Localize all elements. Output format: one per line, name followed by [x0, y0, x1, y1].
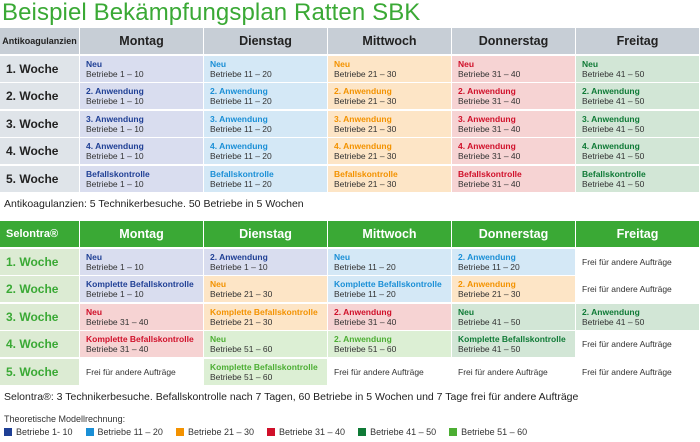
table-row — [0, 166, 700, 193]
schedule-cell — [80, 56, 204, 83]
task-label: Neu — [582, 58, 599, 69]
day-header-montag: Montag — [80, 28, 204, 55]
legend-label: Betriebe 31 – 40 — [279, 427, 346, 437]
betriebe-range: Betriebe 31 – 40 — [86, 344, 149, 354]
legend-swatch — [449, 428, 457, 436]
week-label: 4. Woche — [0, 331, 80, 358]
betriebe-range: Betriebe 1 – 10 — [210, 261, 268, 272]
table-row — [0, 249, 700, 276]
schedule-cell — [452, 249, 576, 276]
task-label: 4. Anwendung — [86, 141, 144, 151]
betriebe-range: Betriebe 1 – 10 — [86, 261, 144, 272]
schedule-cell — [576, 83, 700, 110]
betriebe-range: Betriebe 41 – 50 — [582, 178, 645, 189]
schedule-cell — [204, 304, 328, 331]
task-label: Befallskontrolle — [86, 168, 150, 179]
week-label: 1. Woche — [0, 249, 80, 276]
betriebe-range: Betriebe 21 – 30 — [458, 289, 521, 299]
schedule-cell — [80, 83, 204, 110]
betriebe-range: Betriebe 1 – 10 — [86, 289, 144, 299]
legend-swatch — [267, 428, 275, 436]
task-label: 2. Anwendung — [334, 86, 392, 96]
day-header-mittwoch: Mittwoch — [328, 28, 452, 55]
legend-swatch — [358, 428, 366, 436]
betriebe-range: Betriebe 31 – 40 — [458, 123, 521, 134]
corner-label: Antikoagulanzien — [0, 28, 80, 55]
task-label: Neu — [458, 58, 475, 69]
betriebe-range: Betriebe 21 – 30 — [334, 123, 397, 134]
betriebe-range: Betriebe 31 – 40 — [86, 316, 149, 327]
task-label: Neu — [334, 251, 351, 262]
task-label: 4. Anwendung — [458, 141, 516, 151]
header-row — [0, 221, 700, 248]
betriebe-range: Betriebe 21 – 30 — [334, 96, 397, 106]
schedule-cell: Frei für andere Aufträge — [80, 359, 204, 386]
legend-swatch — [176, 428, 184, 436]
schedule-cell — [328, 304, 452, 331]
betriebe-range: Betriebe 21 – 30 — [210, 316, 273, 327]
task-label: Neu — [86, 251, 103, 262]
legend-label: Betriebe 11 – 20 — [97, 427, 163, 437]
schedule-cell — [576, 304, 700, 331]
day-header-montag: Montag — [80, 221, 204, 248]
schedule-cell — [452, 166, 576, 193]
task-label: Neu — [210, 58, 227, 69]
table-row — [0, 304, 700, 331]
schedule-cell — [452, 276, 576, 303]
week-label: 2. Woche — [0, 83, 80, 110]
table-row — [0, 138, 700, 165]
day-header-dienstag: Dienstag — [204, 221, 328, 248]
task-label: Neu — [210, 334, 227, 344]
schedule-cell — [204, 56, 328, 83]
betriebe-range: Betriebe 11 – 20 — [210, 68, 272, 79]
betriebe-range: Betriebe 51 – 60 — [334, 344, 397, 354]
legend — [4, 426, 540, 438]
betriebe-range: Betriebe 11 – 20 — [210, 178, 272, 189]
schedule-cell — [452, 83, 576, 110]
schedule-cell — [80, 304, 204, 331]
task-label: 2. Anwendung — [458, 86, 516, 96]
schedule-cell — [576, 166, 700, 193]
schedule-cell — [328, 276, 452, 303]
schedule-cell — [204, 276, 328, 303]
schedule-cell: Frei für andere Aufträge — [576, 249, 700, 276]
legend-item — [176, 427, 254, 437]
task-label: 3. Anwendung — [86, 113, 144, 124]
task-label: Neu — [86, 306, 103, 317]
task-label: Befallskontrolle — [458, 168, 522, 179]
betriebe-range: Betriebe 41 – 50 — [582, 316, 645, 327]
legend-item — [449, 427, 527, 437]
legend-title: Theoretische Modellrechnung: — [4, 414, 126, 424]
page-title: Beispiel Bekämpfungsplan Ratten SBK — [2, 0, 421, 26]
task-label: Neu — [458, 306, 475, 317]
day-header-freitag: Freitag — [576, 28, 700, 55]
task-label: 3. Anwendung — [458, 113, 516, 124]
task-label: Komplette Befallskontrolle — [458, 334, 566, 344]
schedule-cell: Frei für andere Aufträge — [576, 276, 700, 303]
week-label: 5. Woche — [0, 359, 80, 386]
schedule-cell — [576, 138, 700, 165]
schedule-cell — [452, 138, 576, 165]
betriebe-range: Betriebe 21 – 30 — [210, 289, 273, 299]
schedule-cell: Frei für andere Aufträge — [328, 359, 452, 386]
betriebe-range: Betriebe 11 – 20 — [210, 151, 272, 161]
table-row — [0, 276, 700, 303]
task-label: 4. Anwendung — [582, 141, 640, 151]
schedule-cell — [80, 276, 204, 303]
antikoagulanzien-note: Antikoagulanzien: 5 Technikerbesuche. 50 Betriebe in 5 Wochen — [4, 198, 304, 210]
betriebe-range: Betriebe 11 – 20 — [210, 96, 272, 106]
betriebe-range: Betriebe 1 – 10 — [86, 96, 144, 106]
week-label: 3. Woche — [0, 111, 80, 138]
task-label: Komplette Befallskontrolle — [210, 306, 318, 317]
schedule-cell — [328, 331, 452, 358]
day-header-mittwoch: Mittwoch — [328, 221, 452, 248]
schedule-cell — [328, 138, 452, 165]
task-label: Neu — [86, 58, 103, 69]
schedule-cell — [328, 83, 452, 110]
schedule-cell — [80, 166, 204, 193]
task-label: Neu — [210, 279, 227, 289]
betriebe-range: Betriebe 41 – 50 — [582, 68, 645, 79]
table-row — [0, 83, 700, 110]
betriebe-range: Betriebe 11 – 20 — [334, 261, 396, 272]
schedule-cell — [80, 249, 204, 276]
schedule-cell — [204, 359, 328, 386]
betriebe-range: Betriebe 41 – 50 — [458, 316, 521, 327]
betriebe-range: Betriebe 31 – 40 — [458, 96, 521, 106]
task-label: 4. Anwendung — [334, 141, 392, 151]
schedule-cell — [576, 56, 700, 83]
schedule-cell — [328, 111, 452, 138]
schedule-cell — [328, 249, 452, 276]
schedule-cell — [204, 166, 328, 193]
schedule-cell — [576, 111, 700, 138]
schedule-cell — [204, 331, 328, 358]
corner-label: Selontra® — [0, 221, 80, 248]
betriebe-range: Betriebe 31 – 40 — [458, 151, 521, 161]
betriebe-range: Betriebe 21 – 30 — [334, 178, 397, 189]
selontra-note: Selontra®: 3 Technikerbesuche. Befallskontrolle nach 7 Tagen, 60 Betriebe in 5 Wochen und 7 Tage frei für andere Aufträge — [4, 391, 579, 403]
schedule-cell: Frei für andere Aufträge — [452, 359, 576, 386]
legend-item — [267, 427, 345, 437]
schedule-cell — [452, 331, 576, 358]
task-label: 2. Anwendung — [458, 279, 516, 289]
task-label: 2. Anwendung — [582, 306, 640, 317]
schedule-cell: Frei für andere Aufträge — [576, 359, 700, 386]
betriebe-range: Betriebe 31 – 40 — [458, 68, 521, 79]
week-label: 5. Woche — [0, 166, 80, 193]
betriebe-range: Betriebe 41 – 50 — [582, 96, 645, 106]
legend-item — [86, 427, 163, 437]
week-label: 1. Woche — [0, 56, 80, 83]
table-row — [0, 111, 700, 138]
week-label: 3. Woche — [0, 304, 80, 331]
schedule-cell — [204, 138, 328, 165]
betriebe-range: Betriebe 21 – 30 — [334, 151, 397, 161]
task-label: 2. Anwendung — [210, 251, 268, 262]
schedule-cell — [452, 111, 576, 138]
task-label: 2. Anwendung — [458, 251, 516, 262]
task-label: 2. Anwendung — [334, 334, 392, 344]
day-header-freitag: Freitag — [576, 221, 700, 248]
task-label: 3. Anwendung — [582, 113, 640, 124]
task-label: Befallskontrolle — [210, 168, 274, 179]
task-label: 4. Anwendung — [210, 141, 268, 151]
schedule-cell — [204, 111, 328, 138]
betriebe-range: Betriebe 41 – 50 — [458, 344, 521, 354]
legend-item — [358, 427, 436, 437]
week-label: 2. Woche — [0, 276, 80, 303]
task-label: Befallskontrolle — [334, 168, 398, 179]
betriebe-range: Betriebe 1 – 10 — [86, 68, 144, 79]
task-label: 3. Anwendung — [334, 113, 392, 124]
day-header-donnerstag: Donnerstag — [452, 28, 576, 55]
task-label: 2. Anwendung — [334, 306, 392, 317]
schedule-cell — [204, 83, 328, 110]
task-label: Komplette Befallskontrolle — [334, 279, 442, 289]
schedule-cell — [204, 249, 328, 276]
schedule-cell — [80, 138, 204, 165]
betriebe-range: Betriebe 41 – 50 — [582, 151, 645, 161]
legend-label: Betriebe 51 – 60 — [461, 427, 528, 437]
schedule-cell — [328, 56, 452, 83]
schedule-cell — [328, 166, 452, 193]
task-label: 2. Anwendung — [86, 86, 144, 96]
table-row — [0, 56, 700, 83]
schedule-cell — [80, 331, 204, 358]
task-label: Neu — [334, 58, 351, 69]
table-row — [0, 331, 700, 358]
legend-label: Betriebe 41 – 50 — [370, 427, 437, 437]
betriebe-range: Betriebe 51 – 60 — [210, 371, 273, 382]
task-label: Befallskontrolle — [582, 168, 646, 179]
betriebe-range: Betriebe 11 – 20 — [334, 289, 396, 299]
antikoagulanzien-table — [0, 28, 700, 193]
task-label: Komplette Befallskontrolle — [86, 334, 194, 344]
task-label: Komplette Befallskontrolle — [86, 279, 194, 289]
day-header-dienstag: Dienstag — [204, 28, 328, 55]
selontra-table — [0, 221, 700, 386]
legend-swatch — [4, 428, 12, 436]
schedule-cell — [80, 111, 204, 138]
betriebe-range: Betriebe 21 – 30 — [334, 68, 397, 79]
schedule-cell: Frei für andere Aufträge — [576, 331, 700, 358]
legend-label: Betriebe 21 – 30 — [187, 427, 254, 437]
betriebe-range: Betriebe 1 – 10 — [86, 123, 144, 134]
legend-label: Betriebe 1- 10 — [16, 427, 73, 437]
legend-swatch — [86, 428, 94, 436]
task-label: 2. Anwendung — [210, 86, 268, 96]
table-row — [0, 359, 700, 386]
schedule-cell — [452, 56, 576, 83]
schedule-cell — [452, 304, 576, 331]
week-label: 4. Woche — [0, 138, 80, 165]
betriebe-range: Betriebe 1 – 10 — [86, 151, 144, 161]
betriebe-range: Betriebe 51 – 60 — [210, 344, 273, 354]
task-label: Komplette Befallskontrolle — [210, 361, 318, 372]
day-header-donnerstag: Donnerstag — [452, 221, 576, 248]
betriebe-range: Betriebe 11 – 20 — [210, 123, 272, 134]
legend-item — [4, 427, 73, 437]
task-label: 3. Anwendung — [210, 113, 268, 124]
header-row — [0, 28, 700, 55]
betriebe-range: Betriebe 31 – 40 — [458, 178, 521, 189]
betriebe-range: Betriebe 1 – 10 — [86, 178, 144, 189]
betriebe-range: Betriebe 31 – 40 — [334, 316, 397, 327]
betriebe-range: Betriebe 11 – 20 — [458, 261, 520, 272]
task-label: 2. Anwendung — [582, 86, 640, 96]
betriebe-range: Betriebe 41 – 50 — [582, 123, 645, 134]
